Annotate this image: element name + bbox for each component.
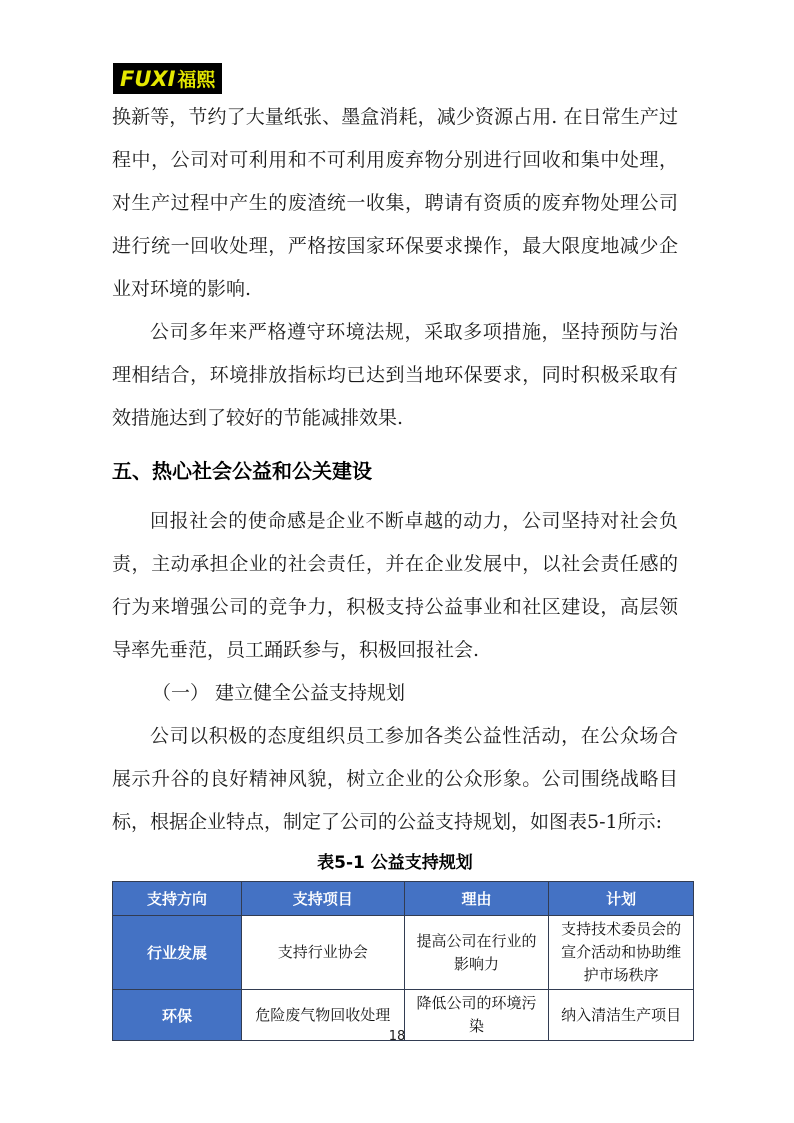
logo-latin-text: FUXI: [120, 66, 176, 91]
table-caption: 表5-1 公益支持规划: [317, 853, 473, 873]
paragraph-public-welfare: 公司以积极的态度组织员工参加各类公益性活动，在公众场合展示升谷的良好精神风貌，树立企业的公众形象。公司围绕战略目标，根据企业特点，制定了公司的公益支持规划，如图表5-1所示:: [112, 725, 678, 833]
cell-reason: 提高公司在行业的影响力: [404, 916, 549, 990]
support-plan-table: [112, 881, 694, 1041]
document-body: [112, 96, 682, 1041]
column-header-project: 支持项目: [241, 882, 404, 916]
paragraph-waste-recycling: 换新等，节约了大量纸张、墨盒消耗，减少资源占用. 在日常生产过程中，公司对可利用和不可利用废弃物分别进行回收和集中处理，对生产过程中产生的废渣统一收集，聘请有资质的废弃物处理公司进行统一回收处理，严格按国家环保要求操作，最大限度地减少企业对环境的影响.: [112, 106, 678, 300]
paragraph-environment-compliance: 公司多年来严格遵守环境法规，采取多项措施，坚持预防与治理相结合，环境排放指标均已达到当地环保要求，同时积极采取有效措施达到了较好的节能减排效果.: [112, 321, 678, 429]
row-header-environment: 环保: [113, 990, 242, 1041]
row-header-industry: 行业发展: [113, 916, 242, 990]
subsection-heading: （一） 建立健全公益支持规划: [152, 682, 406, 704]
section-heading: 五、热心社会公益和公关建设: [112, 459, 372, 483]
cell-reason: 降低公司的环境污染: [404, 990, 549, 1041]
paragraph-social-responsibility: 回报社会的使命感是企业不断卓越的动力，公司坚持对社会负责，主动承担企业的社会责任，并在企业发展中，以社会责任感的行为来增强公司的竞争力，积极支持公益事业和社区建设，高层领导率先垂范，员工踊跃参与，积极回报社会.: [112, 510, 678, 661]
column-header-reason: 理由: [404, 882, 549, 916]
table-header-row: [113, 882, 694, 916]
cell-plan: 纳入清洁生产项目: [549, 990, 694, 1041]
cell-project: 危险废气物回收处理: [241, 990, 404, 1041]
company-logo: [113, 63, 222, 94]
column-header-plan: 计划: [549, 882, 694, 916]
page-number: 18: [388, 1029, 406, 1044]
cell-project: 支持行业协会: [241, 916, 404, 990]
column-header-direction: 支持方向: [113, 882, 242, 916]
table-row: [113, 916, 694, 990]
cell-plan: 支持技术委员会的宣介活动和协助维护市场秩序: [549, 916, 694, 990]
logo-cn-text: 福熙: [177, 69, 216, 91]
